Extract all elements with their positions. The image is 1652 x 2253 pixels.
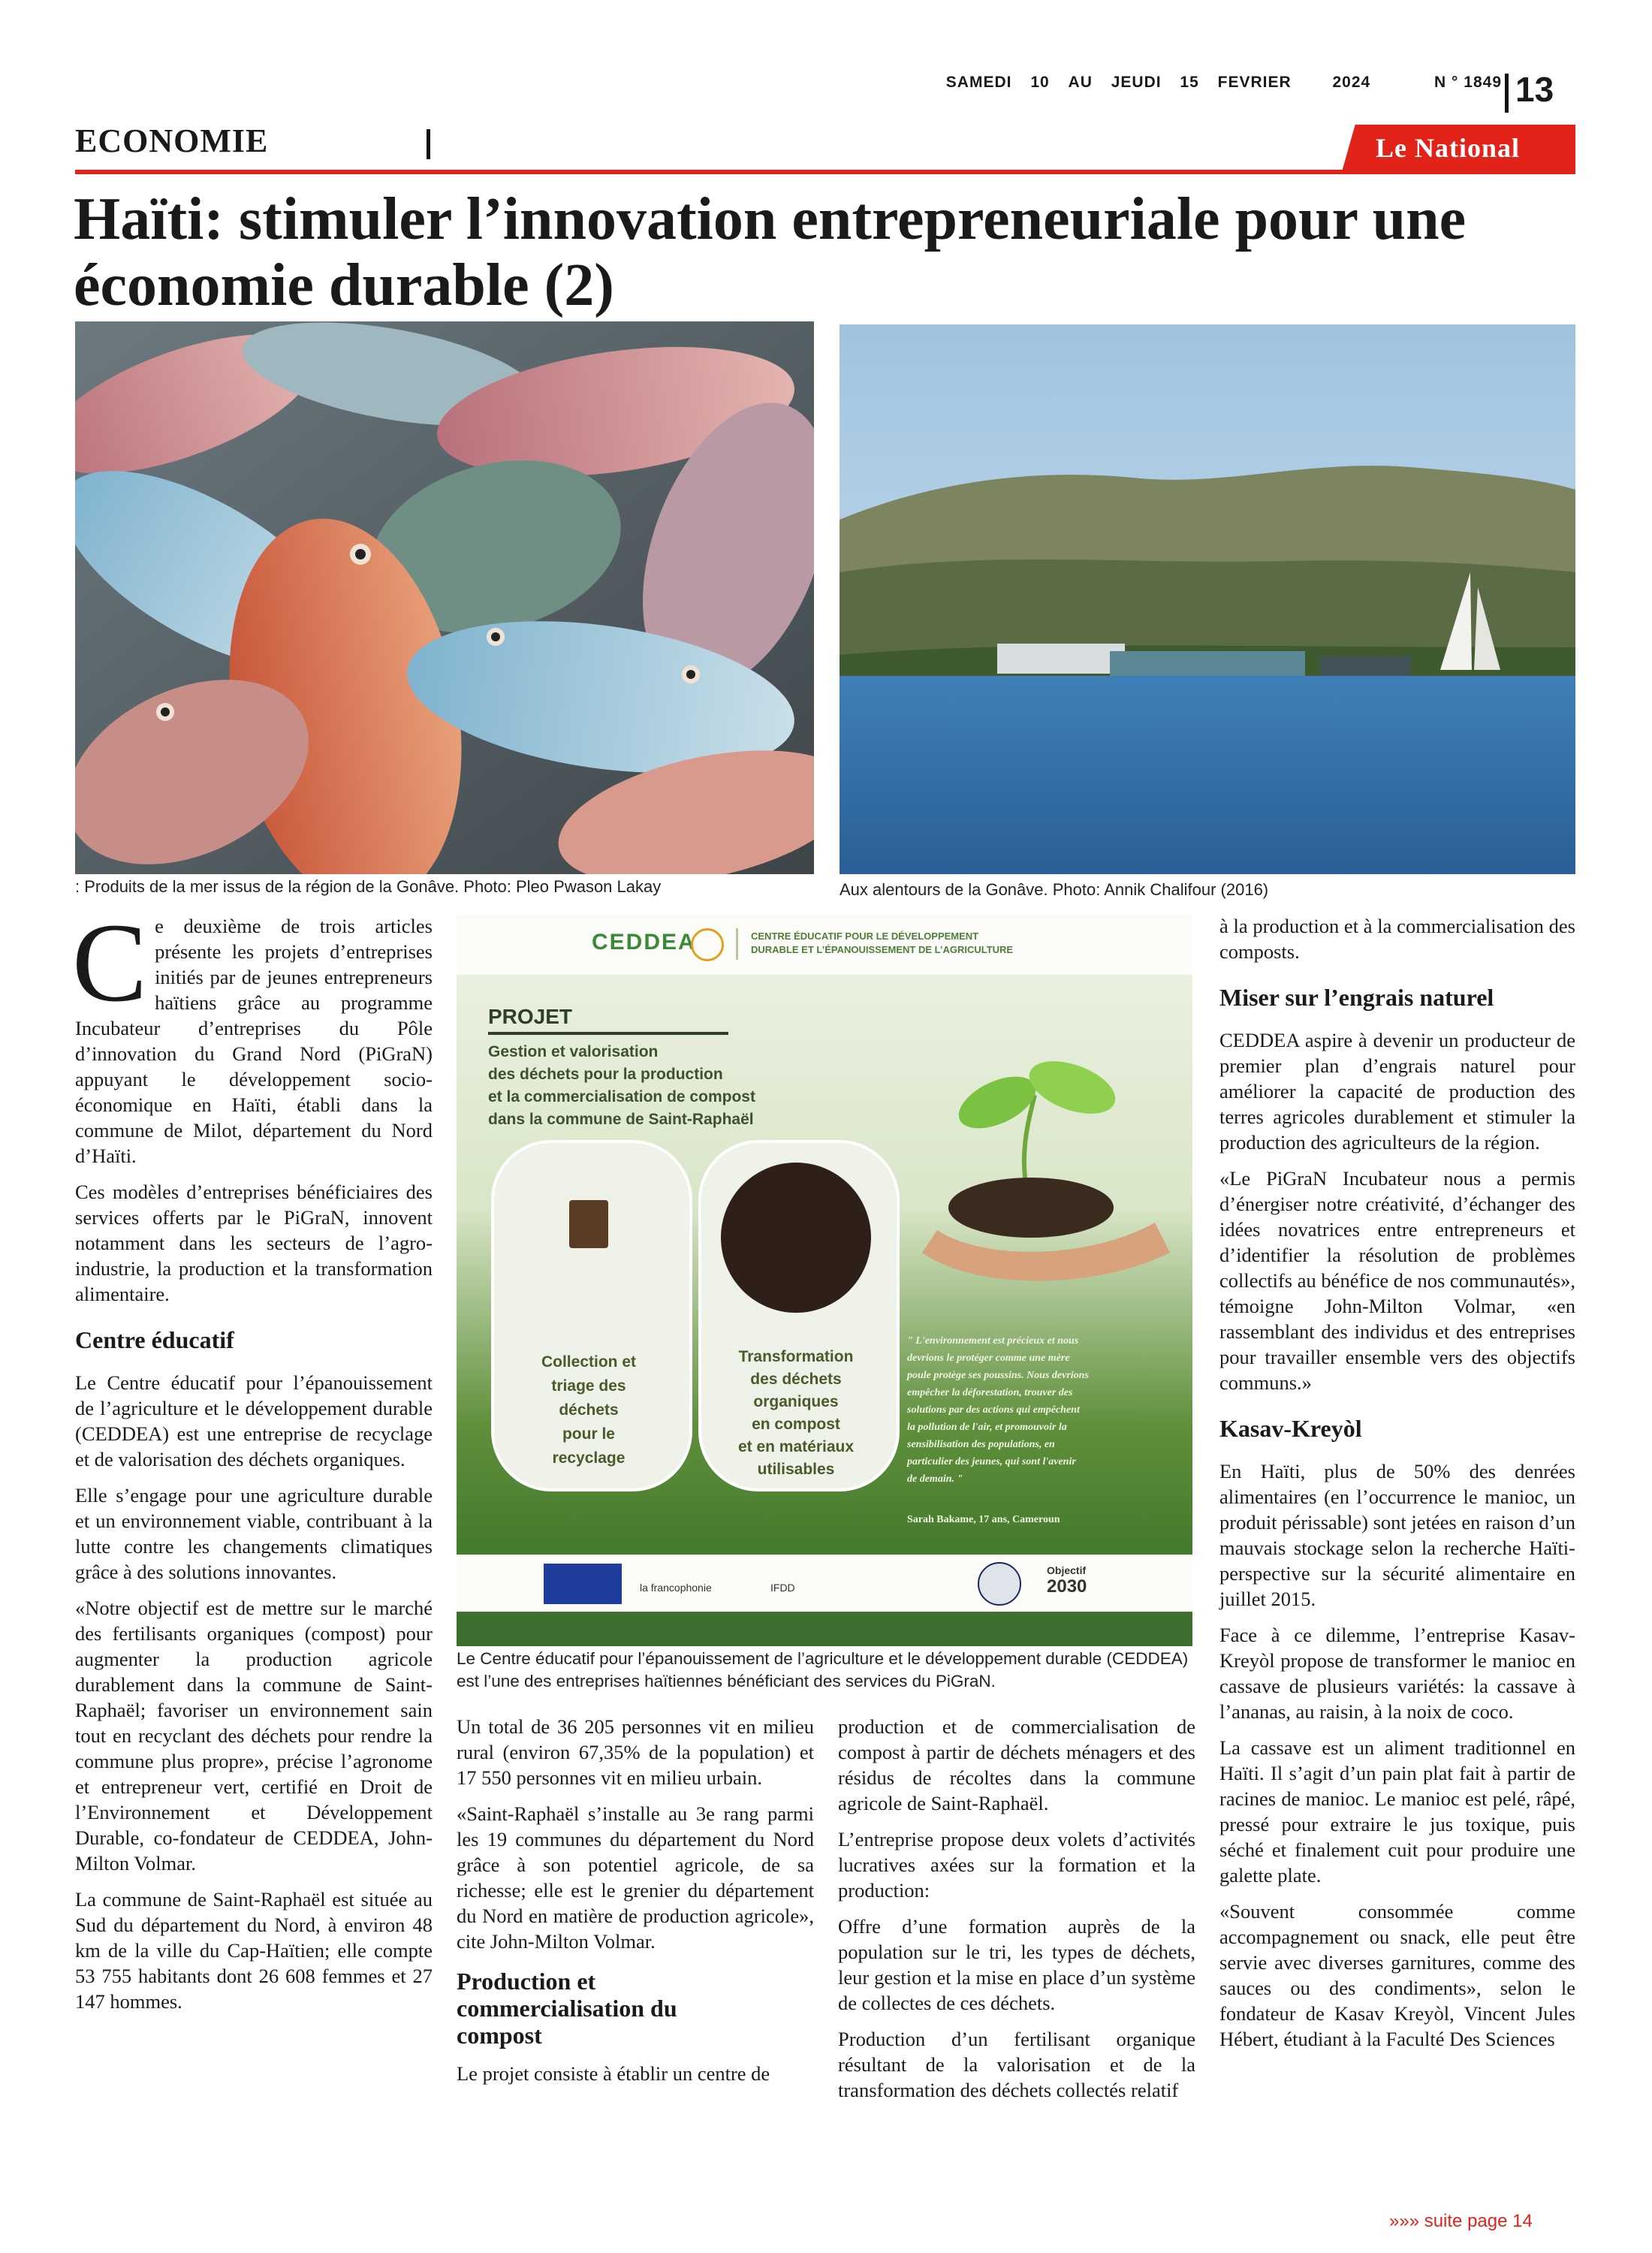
paragraph: «Notre objectif est de mettre sur le marché des fertilisants organiques (compost) pour augmenter la production agricole durablement dans la commune de Saint-Raphaël; favoriser un environnement sain tout en recyclant des déchets pour rendre la commune plus propre», précise l’agronome et entrepreneur vert, certifié en Droit de l’Environnement et Développement Durable, co-fondateur de CEDDEA, John-Milton Volmar.	[75, 1597, 433, 1874]
quote-author: Sarah Bakame, 17 ans, Cameroun	[907, 1514, 1060, 1525]
brand-name: Le National	[1376, 133, 1521, 163]
projet-underline	[488, 1032, 728, 1035]
poster-contact-bar	[457, 1612, 1192, 1646]
paragraph: «Le PiGraN Incubateur nous a permis d’énergiser notre créativité, d’échanger des idées novatrices entre entrepreneurs et d’identifier la résolution de problèmes collectifs au bénéfice de nos communautés», témoigne John-Milton Volmar, «en rassemblant des individus et des entreprises pour travailler ensemble vers des objectifs communs.»	[1219, 1167, 1575, 1394]
date-word: 2024	[1332, 74, 1371, 91]
org-name-line: DURABLE ET L’ÉPANOUISSEMENT DE L’AGRICULTURE	[751, 944, 1014, 955]
paragraph: «Souvent consommée comme accompagnement ou snack, elle peut être servie avec diverses garnitures, comme des sauces ou des condiments», selon le fondateur de Kasav Kreyòl, Vincent Jules Hébert, étudiant à la Faculté Des Sciences	[1219, 1900, 1575, 2050]
subheading: Centre éducatif	[75, 1326, 234, 1353]
pill-line: utilisables	[757, 1461, 835, 1478]
poster-org-name	[751, 930, 1013, 957]
pill-line: organiques	[753, 1393, 839, 1410]
bay-illustration	[840, 324, 1575, 874]
issue-number: N ° 1849	[1434, 74, 1502, 91]
date-word: AU	[1068, 74, 1093, 91]
compost-icon	[721, 1163, 871, 1313]
paragraph: En Haïti, plus de 50% des denrées alimentaires (en l’occurrence le manioc, un produit périssable) sont jetées en raison d’un mauvais stockage selon la recherche Haïti-perspective sur la sécurité alimentaire en juillet 2015.	[1219, 1460, 1575, 1610]
column-4	[1219, 913, 1575, 2062]
drop-cap: C	[72, 900, 148, 1025]
bay-photo	[840, 324, 1575, 874]
paragraph: production et de commercialisation de compost à partir de déchets ménagers et des résidus de récoltes dans la commune agricole de Saint-Raphaël.	[838, 1715, 1195, 1814]
pill-line: Collection et	[541, 1353, 636, 1371]
projet-line: Gestion et valorisation	[488, 1043, 659, 1060]
objectif-2030-logo	[1047, 1562, 1087, 1595]
date-word: 15	[1180, 74, 1199, 91]
poster-quote	[907, 1332, 1177, 1488]
section-divider	[427, 129, 430, 159]
pill-line: Transformation	[738, 1348, 854, 1365]
quote-line: empêcher la déforestation, trouver des	[907, 1387, 1073, 1398]
quote-line: sensibilisation des populations, en	[907, 1439, 1055, 1450]
paragraph: à la production et à la commercialisation des composts.	[1219, 915, 1575, 963]
pill-line: et en matériaux	[737, 1438, 855, 1455]
page-number: 13	[1515, 70, 1554, 109]
fish-illustration	[75, 321, 814, 874]
logo-emblem-icon	[691, 928, 724, 961]
paragraph: Offre d’une formation auprès de la population sur le tri, les types de déchets, leur gestion et la mise en place d’un système de collectes de ces déchets.	[838, 1915, 1195, 2014]
paragraph: Ces modèles d’entreprises bénéficiaires des services offerts par le PiGraN, innovent notamment dans les secteurs de l’agro-industrie, la production et la transformation alimentaire.	[75, 1181, 433, 1305]
ceddea-logo: CEDDEA	[592, 930, 696, 955]
quote-line: particulier des jeunes, qui sont l'avenir	[907, 1456, 1076, 1467]
objectif-line: Objectif	[1047, 1564, 1087, 1576]
bay-photo-caption: Aux alentours de la Gonâve. Photo: Annik Chalifour (2016)	[840, 880, 1269, 899]
title-line: Haïti: stimuler l’innovation entrepreneuriale pour une	[74, 186, 1467, 252]
ceddea-poster	[457, 915, 1192, 1646]
quote-line: solutions par des actions qui empêchent	[907, 1404, 1080, 1416]
fish-photo-caption: : Produits de la mer issus de la région de la Gonâve. Photo: Pleo Pwason Lakay	[75, 877, 662, 896]
section-title: ECONOMIE	[75, 122, 269, 159]
recycling-bin-icon	[569, 1200, 608, 1248]
paragraph: «Saint-Raphaël s’installe au 3e rang parmi les 19 communes du département du Nord grâce à son potentiel agricole, de sa richesse; elle est le grenier du département du Nord en matière de production agricole», cite John-Milton Volmar.	[457, 1802, 814, 1953]
paragraph: CEDDEA aspire à devenir un producteur de premier plan d’engrais naturel pour améliorer la capacité de production des terres agricoles durablement et stimuler la production des agriculteurs de la région.	[1219, 1029, 1575, 1154]
pill-collection-text	[491, 1350, 686, 1470]
article-title	[74, 186, 1500, 318]
paragraph: La commune de Saint-Raphaël est située au Sud du département du Nord, à environ 48 km de la ville du Cap-Haïtien; elle compte 53 755 habitants dont 26 608 femmes et 27 147 hommes.	[75, 1888, 433, 2013]
projet-line: et la commercialisation de compost	[488, 1088, 755, 1105]
pill-line: des déchets	[750, 1371, 842, 1388]
seedling-hands-illustration	[907, 1005, 1185, 1305]
subheading: Miser sur l’engrais naturel	[1219, 984, 1494, 1011]
page-number-divider	[1505, 74, 1509, 113]
pill-line: recyclage	[552, 1449, 626, 1467]
date-word: JEUDI	[1111, 74, 1162, 91]
fish-photo	[75, 321, 814, 874]
pill-line: triage des	[551, 1377, 626, 1395]
date-line	[925, 74, 1502, 92]
column-1	[72, 900, 433, 2025]
paragraph: Production d’un fertilisant organique résultant de la valorisation et de la transformation des déchets collectés relatif	[838, 2028, 1195, 2101]
paragraph: Face à ce dilemme, l’entreprise Kasav-Kreyòl propose de transformer le manioc en cassave de plusieurs variétés: la cassave à l’ananas, au raisin, à la noix de coco.	[1219, 1624, 1575, 1723]
header-rule	[75, 170, 1575, 174]
objectif-line: 2030	[1047, 1576, 1087, 1597]
paragraph: Un total de 36 205 personnes vit en milieu rural (environ 67,35% de la population) et 17 550 personnes vit en milieu urbain.	[457, 1715, 814, 1789]
projet-line: des déchets pour la production	[488, 1066, 723, 1083]
francophonie-logo: la francophonie	[640, 1582, 712, 1594]
date-word: SAMEDI	[945, 74, 1012, 91]
poster-caption: Le Centre éducatif pour l’épanouissement de l’agriculture et le développement durable (CEDDEA) est l’une des entreprises haïtiennes bénéficiant des services du PiGraN.	[457, 1649, 1189, 1691]
intro-paragraph	[72, 900, 433, 1169]
date-word: 10	[1030, 74, 1050, 91]
poster-divider	[736, 928, 738, 960]
ifdd-logo: IFDD	[770, 1582, 795, 1594]
column-2	[457, 1714, 814, 2097]
paragraph: L’entreprise propose deux volets d’activités lucratives axées sur la formation et la production:	[838, 1828, 1195, 1902]
org-name-line: CENTRE ÉDUCATIF POUR LE DÉVELOPPEMENT	[751, 930, 979, 942]
pill-line: pour le	[562, 1425, 615, 1443]
pill-line: déchets	[559, 1401, 619, 1419]
projet-line: dans la commune de Saint-Raphaël	[488, 1111, 754, 1128]
column-3	[838, 1714, 1195, 2113]
projet-label: PROJET	[488, 1005, 573, 1028]
quote-line: " L'environnement est précieux et nous	[907, 1335, 1079, 1347]
quote-line: de demain. "	[907, 1473, 963, 1485]
quote-line: devrions le protéger comme une mère	[907, 1353, 1070, 1364]
title-line: économie durable (2)	[74, 252, 614, 318]
paragraph: Elle s’engage pour une agriculture durable et un environnement viable, contribuant à la lutte contre les changements climatiques grâce à des solutions innovantes.	[75, 1484, 433, 1583]
us-seal-icon	[978, 1562, 1021, 1606]
paragraph-text: e deuxième de trois articles présente les projets d’entreprises initiés par de jeunes entrepreneurs haïtiens grâce au programme Incubateur d’entreprises du Pôle d’innovation du Grand Nord (PiGraN) appuyant le développement socio-économique en Haïti, établi dans la commune de Milot, département du Nord d’Haïti.	[75, 915, 433, 1167]
eu-flag-icon	[544, 1564, 622, 1604]
pill-transformation-text	[698, 1346, 894, 1481]
subheading: Kasav-Kreyòl	[1219, 1415, 1362, 1442]
quote-line: poule protège ses poussins. Nous devrions	[907, 1370, 1089, 1381]
paragraph: La cassave est un aliment traditionnel en Haïti. Il s’agit d’un pain plat fait à partir de racines de manioc. Le manioc est pelé, râpé, pressé pour extraire le jus toxique, puis séché et finalement cuit pour produire une galette plate.	[1219, 1736, 1575, 1887]
date-word: FEVRIER	[1217, 74, 1292, 91]
quote-line: la pollution de l'air, et promouvoir la	[907, 1422, 1067, 1433]
projet-description	[488, 1041, 755, 1131]
continued-link[interactable]: »»» suite page 14	[1389, 2211, 1533, 2231]
pill-line: en compost	[752, 1416, 840, 1433]
paragraph: Le projet consiste à établir un centre de	[457, 2062, 770, 2085]
paragraph: Le Centre éducatif pour l’épanouissement de l’agriculture et le développement durable (CEDDEA) est une entreprise de recyclage et de valorisation des déchets organiques.	[75, 1371, 433, 1470]
subheading: Production et commercialisation du compost	[457, 1968, 677, 2049]
